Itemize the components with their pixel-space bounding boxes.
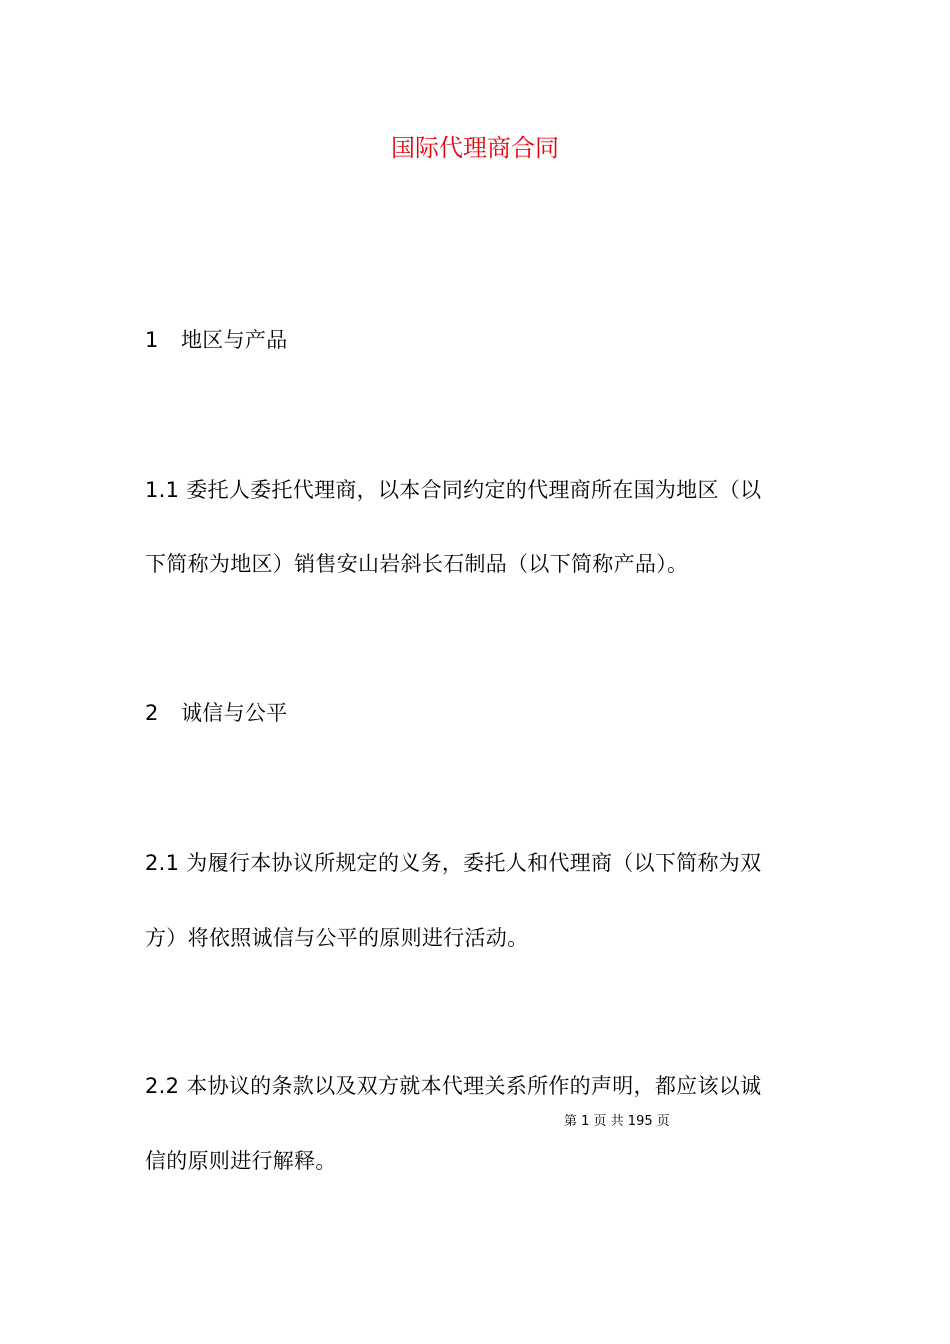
paragraph-2-2-line-2: 信的原则进行解释。 (145, 1149, 337, 1173)
section-number: 1 (145, 328, 159, 352)
section-heading-text: 诚信与公平 (181, 701, 288, 725)
section-number: 2 (145, 701, 159, 725)
section-heading-1 (145, 325, 288, 355)
paragraph-1-1-line-1: 1.1 委托人委托代理商，以本合同约定的代理商所在国为地区（以 (145, 478, 762, 502)
document-title: 国际代理商合同 (391, 134, 559, 162)
page-footer: 第 1 页 共 195 页 (564, 1114, 670, 1129)
paragraph-1-1-line-2: 下简称为地区）销售安山岩斜长石制品（以下简称产品）。 (145, 552, 689, 576)
paragraph-2-1-line-1: 2.1 为履行本协议所规定的义务，委托人和代理商（以下简称为双 (145, 851, 762, 875)
section-heading-text: 地区与产品 (181, 328, 288, 352)
paragraph-2-1-line-2: 方）将依照诚信与公平的原则进行活动。 (145, 926, 529, 950)
paragraph-2-2-line-1: 2.2 本协议的条款以及双方就本代理关系所作的声明，都应该以诚 (145, 1074, 762, 1098)
section-heading-2 (145, 698, 288, 728)
